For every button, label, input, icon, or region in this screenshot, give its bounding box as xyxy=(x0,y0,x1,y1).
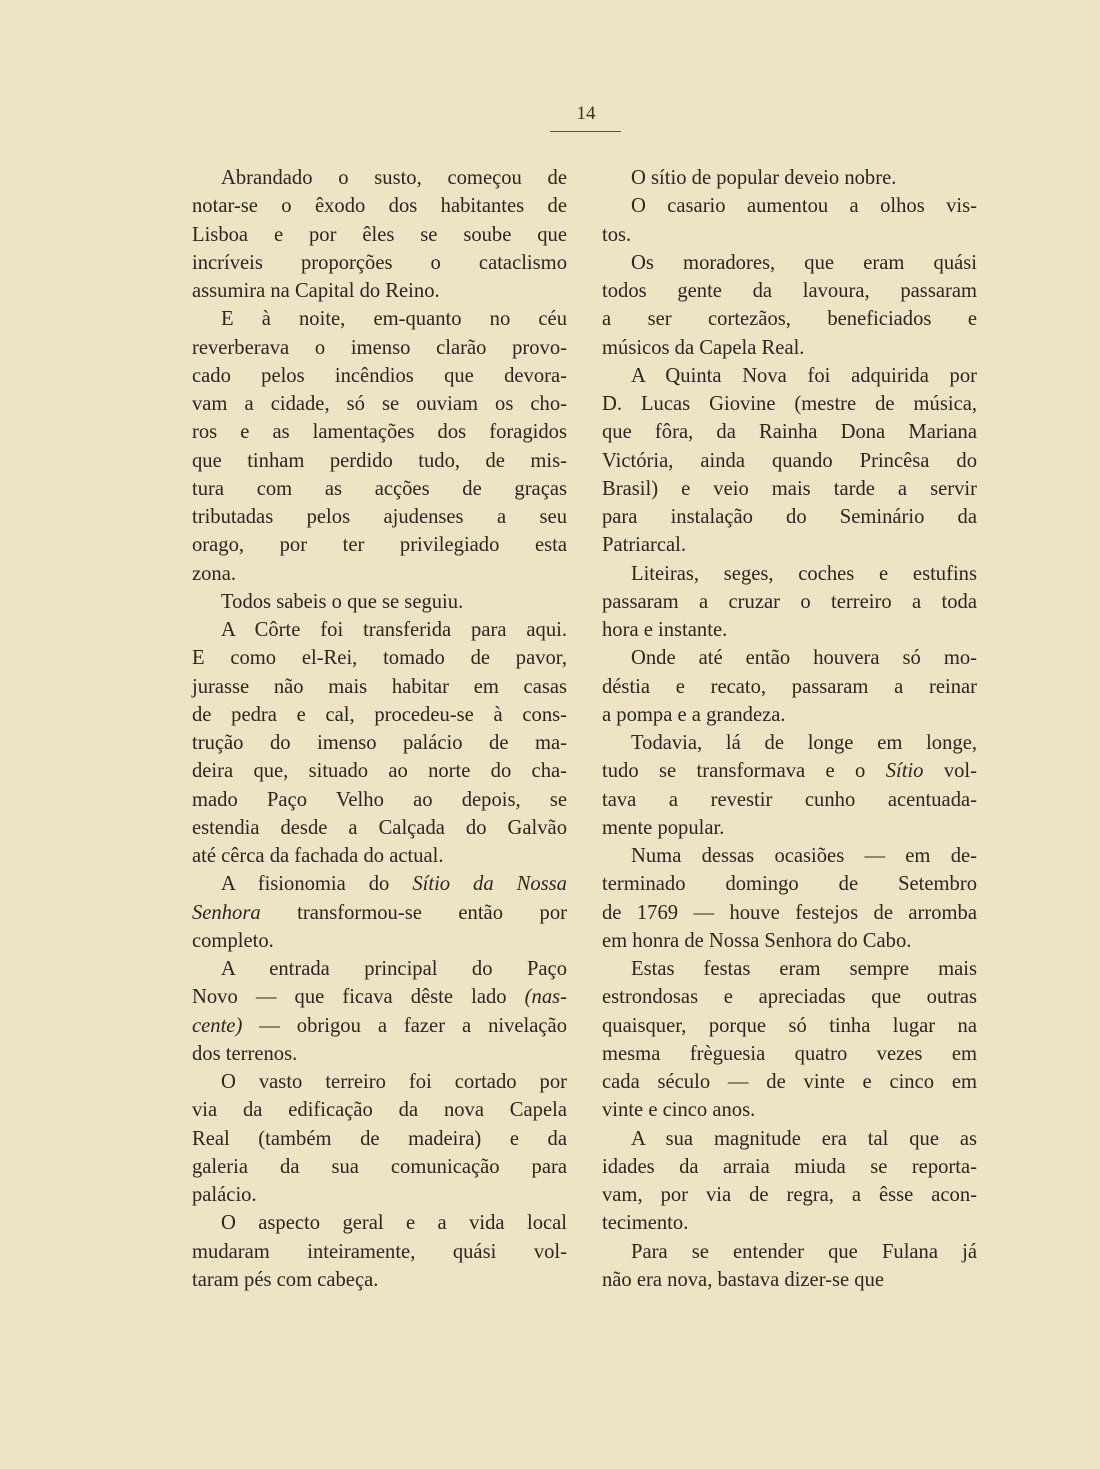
text-line: tecimento. xyxy=(602,1212,689,1235)
text-line: palácio. xyxy=(192,1184,257,1206)
page-number: 14 xyxy=(576,103,596,124)
paragraph xyxy=(602,729,977,842)
italic-text: Sítio da Nossa xyxy=(412,873,567,896)
italic-text: Sítio xyxy=(885,760,924,783)
text-line: O aspecto geral e a vida local xyxy=(221,1212,567,1235)
page-number-rule xyxy=(550,131,621,132)
text-line: reverberava o imenso clarão provo- xyxy=(192,336,567,359)
text-line: Todavia, lá de longe em longe, xyxy=(631,732,977,754)
text-line: ros e as lamentações dos foragidos xyxy=(192,421,567,444)
text-line: Para se entender que Fulana já xyxy=(631,1240,977,1263)
text-line: estrondosas e apreciadas que outras xyxy=(602,986,977,1009)
text-line: incríveis proporções o cataclismo xyxy=(192,251,567,274)
text-line: em honra de Nossa Senhora do Cabo. xyxy=(602,929,912,952)
text-line: idades da arraia miuda se reporta- xyxy=(602,1155,977,1178)
text-line: completo. xyxy=(192,929,274,952)
text-line: tributadas pelos ajudenses a seu xyxy=(192,506,567,528)
text-line: A Quinta Nova foi adquirida por xyxy=(631,364,977,387)
text-line: Estas festas eram sempre mais xyxy=(631,958,977,980)
text-line: mesma frèguesia quatro vezes em xyxy=(602,1042,977,1065)
paragraph xyxy=(602,164,977,192)
text-line: hora e instante. xyxy=(602,619,728,641)
italic-text: (nas- xyxy=(524,986,567,1009)
text-line: Brasil) e veio mais tarde a servir xyxy=(602,477,977,500)
text-column-right xyxy=(602,164,977,1294)
text-line: estendia desde a Calçada do Galvão xyxy=(192,816,567,839)
paragraph xyxy=(192,955,567,1068)
text-line: mado Paço Velho ao depois, se xyxy=(192,788,567,811)
text-line: assumira na Capital do Reino. xyxy=(192,280,440,302)
paragraph xyxy=(192,616,567,870)
text-line: trução do imenso palácio de ma- xyxy=(192,732,567,754)
paragraph xyxy=(602,249,977,362)
text-line: Numa dessas ocasiões — em de- xyxy=(631,845,977,867)
paragraph xyxy=(602,955,977,1125)
text-column-left xyxy=(192,164,567,1294)
text-line: para instalação do Seminário da xyxy=(602,506,977,528)
text-line: mente popular. xyxy=(602,816,725,839)
text-line: tos. xyxy=(602,223,632,246)
paragraph xyxy=(192,870,567,955)
text-line: galeria da sua comunicação para xyxy=(192,1155,567,1178)
text-line: vinte e cinco anos. xyxy=(602,1099,756,1122)
paragraph xyxy=(602,192,977,249)
text-line: cado pelos incêndios que devora- xyxy=(192,364,567,387)
paragraph xyxy=(602,560,977,645)
text-line: terminado domingo de Setembro xyxy=(602,873,977,896)
text-line: todos gente da lavoura, passaram xyxy=(602,280,977,302)
text-line: músicos da Capela Real. xyxy=(602,336,805,359)
text-line: orago, por ter privilegiado esta xyxy=(192,534,567,557)
paragraph xyxy=(602,644,977,729)
italic-text: Senhora xyxy=(192,901,261,924)
paragraph xyxy=(602,1238,977,1295)
text-line: O vasto terreiro foi cortado por xyxy=(221,1071,567,1093)
paragraph xyxy=(602,1125,977,1238)
text-line: E como el-Rei, tomado de pavor, xyxy=(192,647,567,670)
text-line: passaram a cruzar o terreiro a toda xyxy=(602,590,977,613)
text-line: O sítio de popular deveio nobre. xyxy=(631,167,897,189)
text-line: de 1769 — houve festejos de arromba xyxy=(602,901,977,924)
paragraph xyxy=(192,1209,567,1294)
text-line: O casario aumentou a olhos vis- xyxy=(631,195,977,218)
text-line: Senhora transformou-se então por xyxy=(192,901,567,924)
paragraph xyxy=(602,842,977,955)
text-line: a ser cortezãos, beneficiados e xyxy=(602,308,977,331)
text-line: que fôra, da Rainha Dona Mariana xyxy=(602,421,977,444)
text-line: Victória, ainda quando Princêsa do xyxy=(602,449,977,472)
text-line: deira que, situado ao norte do cha- xyxy=(192,760,567,783)
text-line: Real (também de madeira) e da xyxy=(192,1127,567,1150)
text-line: Patriarcal. xyxy=(602,534,687,557)
text-line: que tinham perdido tudo, de mis- xyxy=(192,449,567,472)
text-line: até cêrca da fachada do actual. xyxy=(192,845,444,867)
text-line: A entrada principal do Paço xyxy=(221,958,567,980)
text-line: E à noite, em-quanto no céu xyxy=(221,308,567,331)
text-line: tudo se transformava e o Sítio vol- xyxy=(602,760,977,783)
text-line: a pompa e a grandeza. xyxy=(602,703,786,726)
text-line: vam, por via de regra, a êsse acon- xyxy=(602,1184,977,1206)
text-line: A sua magnitude era tal que as xyxy=(631,1127,977,1150)
text-line: cada século — de vinte e cinco em xyxy=(602,1071,977,1093)
text-line: Abrandado o susto, começou de xyxy=(221,167,567,189)
text-line: déstia e recato, passaram a reinar xyxy=(602,675,977,698)
text-line: A Côrte foi transferida para aqui. xyxy=(221,619,567,641)
text-line: zona. xyxy=(192,562,237,585)
text-line: Liteiras, seges, coches e estufins xyxy=(631,562,977,585)
text-line: tura com as acções de graças xyxy=(192,477,567,500)
text-line: D. Lucas Giovine (mestre de música, xyxy=(602,393,977,415)
text-line: Lisboa e por êles se soube que xyxy=(192,223,567,246)
text-line: tava a revestir cunho acentuada- xyxy=(602,788,977,811)
text-line: de pedra e cal, procedeu-se à cons- xyxy=(192,703,567,726)
italic-text: cente) xyxy=(192,1014,243,1037)
paragraph xyxy=(602,362,977,560)
text-line: Novo — que ficava dêste lado (nas- xyxy=(192,986,567,1009)
text-line: vam a cidade, só se ouviam os cho- xyxy=(192,393,567,415)
text-line: não era nova, bastava dizer-se que xyxy=(602,1268,885,1291)
paragraph xyxy=(192,588,567,616)
text-line: Todos sabeis o que se seguiu. xyxy=(221,590,464,613)
text-line: dos terrenos. xyxy=(192,1042,298,1065)
paragraph xyxy=(192,164,567,305)
text-line: Onde até então houvera só mo- xyxy=(631,647,977,670)
text-line: mudaram inteiramente, quási vol- xyxy=(192,1240,567,1263)
text-line: quaisquer, porque só tinha lugar na xyxy=(602,1014,977,1037)
text-line: via da edificação da nova Capela xyxy=(192,1099,567,1122)
text-line: A fisionomia do Sítio da Nossa xyxy=(221,873,567,896)
text-line: Os moradores, que eram quási xyxy=(631,251,977,274)
paragraph xyxy=(192,1068,567,1209)
paragraph xyxy=(192,305,567,588)
text-line: jurasse não mais habitar em casas xyxy=(192,675,567,698)
text-line: taram pés com cabeça. xyxy=(192,1268,379,1291)
text-line: cente) — obrigou a fazer a nivelação xyxy=(192,1014,567,1037)
text-line: notar-se o êxodo dos habitantes de xyxy=(192,195,567,218)
